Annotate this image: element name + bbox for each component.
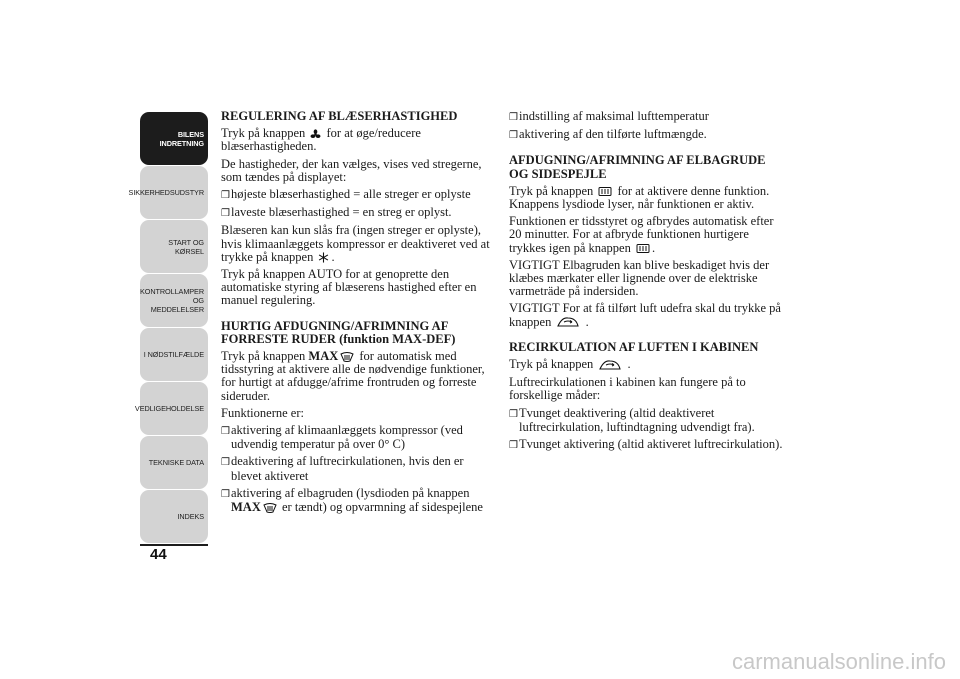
list-item: ❒ Tvunget aktivering (altid aktiveret luftrecirkulation). <box>509 438 784 452</box>
paragraph: Funktionen er tidsstyret og afbrydes automatisk efter 20 minutter. For at afbryde funktionen hurtigere trykkes igen på knappen . <box>509 214 774 255</box>
paragraph: VIGTIGT Elbagruden kan blive beskadiget hvis der klæbes mærkater eller lignende over de elektriske varmeträde på indersiden. <box>509 257 770 299</box>
list-item: ❒ deaktivering af luftrecirkulationen, hvis den er blevet aktiveret <box>221 455 493 482</box>
fan-icon <box>310 129 321 140</box>
max-def-icon <box>340 352 354 363</box>
tab-tekniske-data[interactable]: TEKNISKE DATA <box>140 436 208 489</box>
list-item: ❒ aktivering af den tilførte luftmængde. <box>509 128 784 142</box>
tab-sikkerhedsudstyr[interactable]: SIKKERHEDSUDSTYR <box>140 166 208 219</box>
paragraph: Tryk på knappen for at aktivere denne funktion. Knappens lysdiode lyser, når funktionen er aktiv. <box>509 183 770 212</box>
list-item: ❒ laveste blæserhastighed = en streg er oplyst. <box>221 206 493 220</box>
watermark: carmanualsonline.info <box>731 649 946 674</box>
paragraph: Funktionerne er: <box>221 405 304 420</box>
paragraph: Luftrecirkulationen i kabinen kan fungere på to forskellige måder: <box>509 375 746 403</box>
tab-kontrollamper[interactable]: KONTROLLAMPER OG MEDDELELSER <box>140 274 208 327</box>
list-item: ❒ højeste blæserhastighed = alle streger er oplyste <box>221 188 493 202</box>
paragraph: VIGTIGT For at få tilført luft udefra skal du trykke på knappen . <box>509 301 781 329</box>
heading-max-def: HURTIG AFDUGNING/AFRIMNING AF FORRESTE RUDER (funktion MAX-DEF) <box>221 318 456 346</box>
recirculation-icon <box>598 359 622 372</box>
tab-start-og-korsel[interactable]: START OG KØRSEL <box>140 220 208 273</box>
paragraph: Tryk på knappen AUTO for at genoprette den automatiske styring af blæserens hastighed efter en manuel regulering. <box>221 267 477 308</box>
page-number: 44 <box>150 546 167 563</box>
paragraph: Tryk på knappen MAX for automatisk med tidsstyring at aktivere alle de nødvendige funktioner, for hurtigt at afdugge/afrime frontruden og forreste sideruder. <box>221 349 485 403</box>
sidebar-tabs <box>128 112 208 544</box>
paragraph: Tryk på knappen . <box>509 357 631 372</box>
rear-defrost-icon <box>598 186 612 197</box>
rear-defrost-icon <box>636 243 650 254</box>
paragraph: Tryk på knappen for at øge/reducere blæserhastigheden. <box>221 126 421 154</box>
tab-i-nodstilfaelde[interactable]: I NØDSTILFÆLDE <box>140 328 208 381</box>
tab-bilens-indretning[interactable]: BILENS INDRETNING <box>140 112 208 165</box>
heading-rear-defrost: AFDUGNING/AFRIMNING AF ELBAGRUDE OG SIDESPEJLE <box>509 153 766 181</box>
right-column <box>509 110 784 456</box>
tab-vedligeholdelse[interactable]: VEDLIGEHOLDELSE <box>140 382 208 435</box>
max-def-icon <box>263 503 277 514</box>
snowflake-icon <box>318 252 329 263</box>
list-item: ❒ Tvunget deaktivering (altid deaktiveret luftrecirkulation, luftindtagning udvendigt fra). <box>509 407 784 434</box>
list-item: ❒ aktivering af klimaanlæggets kompressor (ved udvendig temperatur på over 0° C) <box>221 424 493 451</box>
paragraph: Blæseren kan kun slås fra (ingen streger er oplyste), hvis klimaanlæggets kompressor er deaktiveret ved at trykke på knappen . <box>221 223 490 264</box>
heading-fan-speed: REGULERING AF BLÆSERHASTIGHED <box>221 109 458 123</box>
left-column <box>221 110 493 518</box>
tab-indeks[interactable]: INDEKS <box>140 490 208 543</box>
recirculation-icon <box>556 316 580 329</box>
list-item: ❒ indstilling af maksimal lufttemperatur <box>509 110 784 124</box>
paragraph: De hastigheder, der kan vælges, vises ved stregerne, som tændes på displayet: <box>221 156 482 184</box>
list-item: ❒ aktivering af elbagruden (lysdioden på knappen MAX er tændt) og opvarmning af sidespejlene <box>221 487 493 514</box>
heading-recirculation: RECIRKULATION AF LUFTEN I KABINEN <box>509 340 759 355</box>
